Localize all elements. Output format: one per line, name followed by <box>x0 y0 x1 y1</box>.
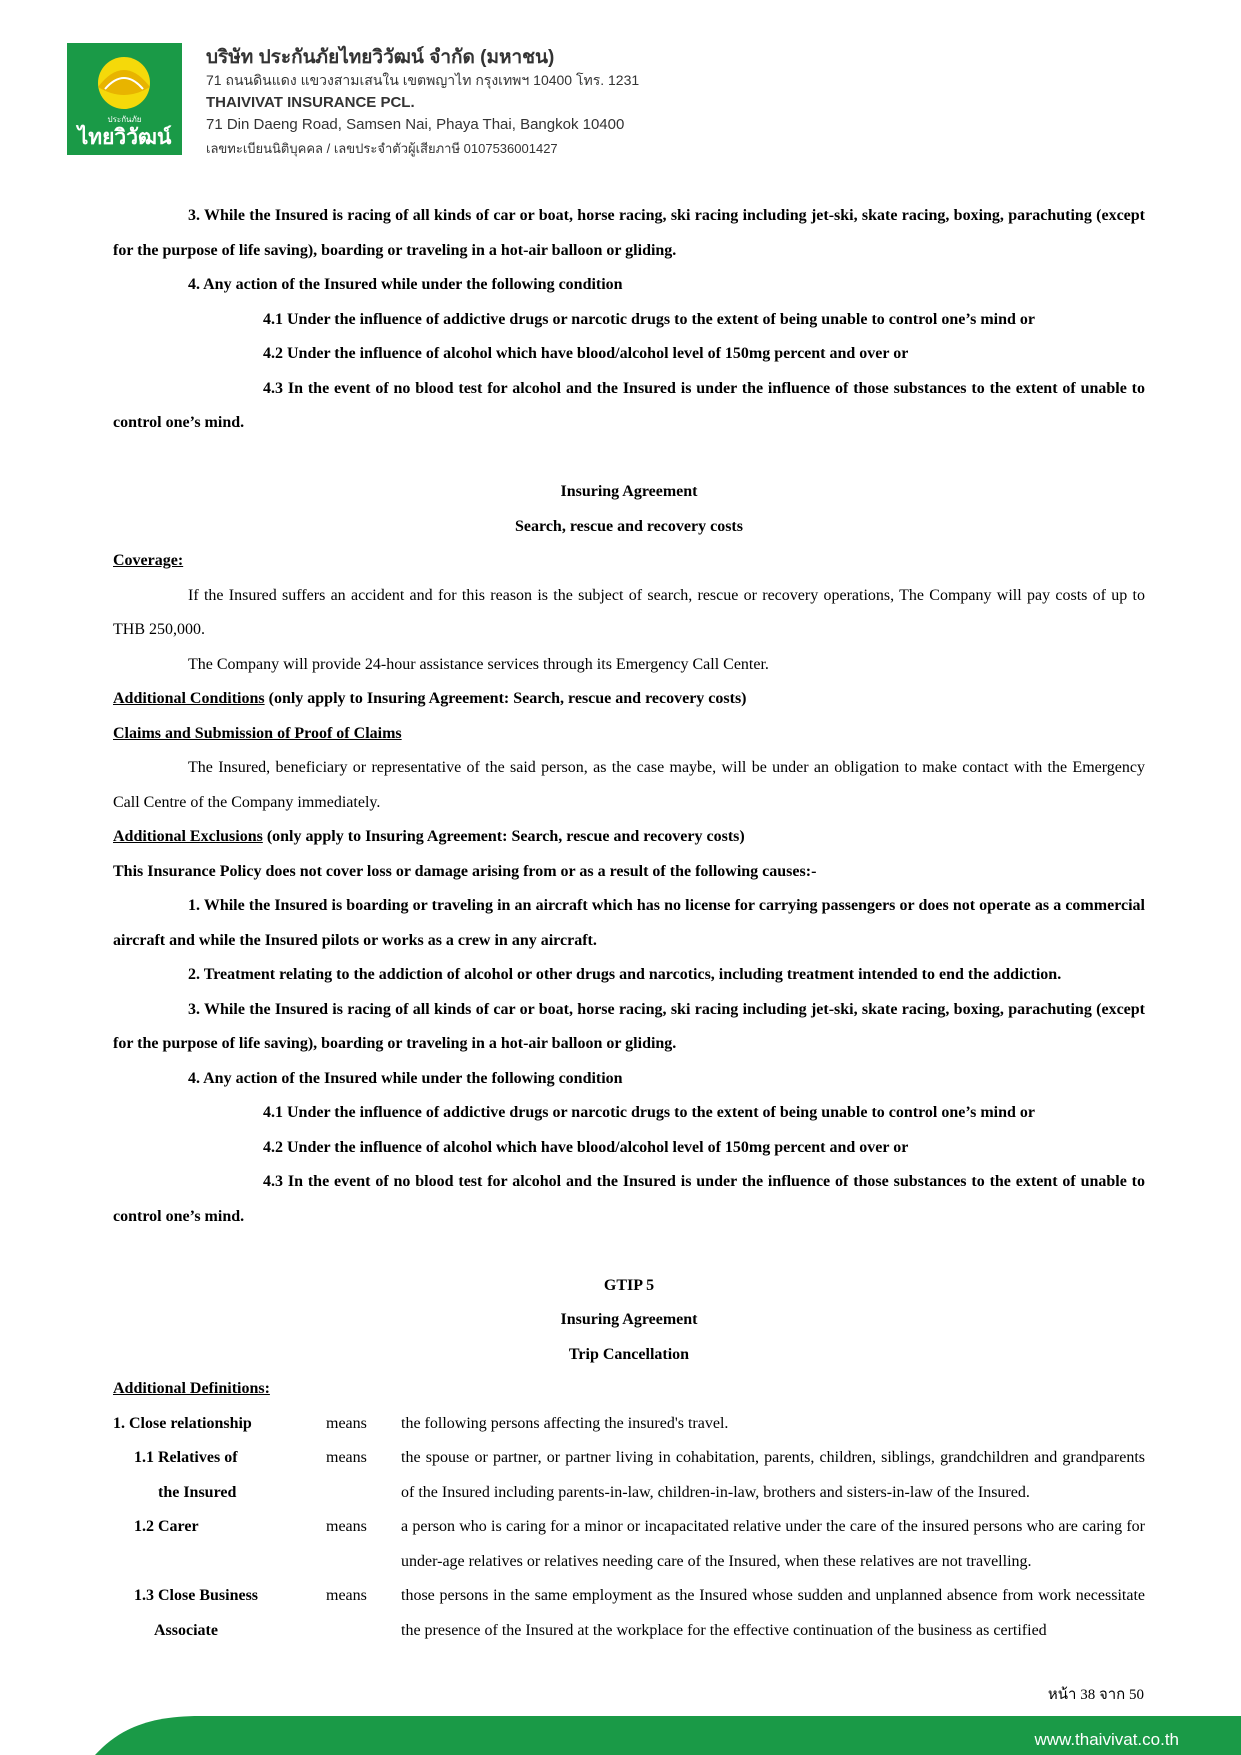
exclusion-4-3: 4.3 In the event of no blood test for alcohol and the Insured is under the influence of those substances to the extent of unable to control one’s mind. <box>113 379 1145 431</box>
company-info <box>206 42 639 159</box>
definition-row <box>113 1407 1145 1442</box>
definition-description: a person who is caring for a minor or incapacitated relative under the care of the insured persons who are caring for under-age relatives or relatives needing care of the Insured, when these relatives are not travelling. <box>401 1518 1145 1570</box>
section-title: Insuring Agreement <box>560 483 698 500</box>
definition-row <box>113 1579 1145 1648</box>
additional-exclusions-note: (only apply to Insuring Agreement: Search, rescue and recovery costs) <box>262 828 745 845</box>
exclusion-1: 1. While the Insured is boarding or traveling in an aircraft which has no license for carrying passengers or does not operate as a commercial aircraft and while the Insured pilots or works as a crew in any aircraft. <box>113 897 1145 949</box>
definition-term <box>113 1441 326 1510</box>
definition-term-line2: Associate <box>154 1621 218 1639</box>
definition-row <box>113 1441 1145 1510</box>
document-body <box>113 199 1145 1648</box>
definition-means: means <box>326 1414 367 1432</box>
exclusion-4-1: 4.1 Under the influence of addictive drugs or narcotic drugs to the extent of being unable to control one’s mind or <box>263 1104 1035 1121</box>
address-th: 71 ถนนดินแดง แขวงสามเสนใน เขตพญาไท กรุงเทพฯ 10400 โทร. 1231 <box>206 72 640 88</box>
coverage-text: If the Insured suffers an accident and for this reason is the subject of search, rescue or recovery operations, The Company will pay costs of up to THB 250,000. <box>113 586 1145 638</box>
coverage-heading: Coverage: <box>113 552 184 569</box>
additional-exclusions-label: Additional Exclusions <box>113 828 263 845</box>
claims-heading: Claims and Submission of Proof of Claims <box>113 724 402 742</box>
letterhead <box>0 0 1241 165</box>
section-subtitle: Search, rescue and recovery costs <box>515 517 743 535</box>
additional-conditions-note: (only apply to Insuring Agreement: Search, rescue and recovery costs) <box>264 690 747 707</box>
exclusion-4: 4. Any action of the Insured while under the following condition <box>188 276 623 293</box>
company-logo <box>67 43 182 155</box>
definition-term: 1.2 Carer <box>134 1518 199 1535</box>
definition-term: 1. Close relationship <box>113 1414 252 1432</box>
section-subtitle: Trip Cancellation <box>568 1345 690 1363</box>
definition-row <box>113 1510 1145 1579</box>
additional-conditions-heading <box>113 682 1145 717</box>
exclusion-4-3: 4.3 In the event of no blood test for alcohol and the Insured is under the influence of those substances to the extent of unable to control one’s mind. <box>113 1173 1145 1225</box>
logo-caption-small: ประกันภัย <box>107 115 142 124</box>
definition-term-line2: the Insured <box>158 1483 237 1501</box>
exclusion-4-2: 4.2 Under the influence of alcohol which have blood/alcohol level of 150mg percent and over or <box>263 345 909 362</box>
page-number: หน้า 38 จาก 50 <box>1047 1687 1144 1703</box>
definition-term <box>113 1579 326 1648</box>
exclusions-intro: This Insurance Policy does not cover loss or damage arising from or as a result of the following causes:- <box>113 862 817 880</box>
exclusion-2: 2. Treatment relating to the addiction of alcohol or other drugs and narcotics, including treatment intended to end the addiction. <box>188 966 1062 983</box>
definition-term-line1: 1.3 Close Business <box>134 1587 259 1604</box>
logo-caption-big: ไทยวิวัฒน์ <box>77 125 172 149</box>
exclusion-4-1: 4.1 Under the influence of addictive drugs or narcotic drugs to the extent of being unable to control one’s mind or <box>263 310 1035 328</box>
policy-code: GTIP 5 <box>603 1276 655 1294</box>
exclusion-3: 3. While the Insured is racing of all kinds of car or boat, horse racing, ski racing including jet-ski, skate racing, boxing, parachuting (except for the purpose of life saving), boarding or traveling in a hot-air balloon or gliding. <box>113 1000 1145 1052</box>
address-en: 71 Din Daeng Road, Samsen Nai, Phaya Thai, Bangkok 10400 <box>206 116 625 133</box>
tax-id: เลขทะเบียนนิติบุคคล / เลขประจำตัวผู้เสียภาษี 0107536001427 <box>206 141 558 156</box>
footer-band <box>0 1700 1241 1755</box>
exclusion-3: 3. While the Insured is racing of all kinds of car or boat, horse racing, ski racing including jet-ski, skate racing, boxing, parachuting (except for the purpose of life saving), boarding or traveling in a hot-air balloon or gliding. <box>113 207 1145 259</box>
definition-means: means <box>326 1518 367 1535</box>
claims-text: The Insured, beneficiary or representative of the said person, as the case maybe, will be under an obligation to make contact with the Emergency Call Centre of the Company immediately. <box>113 759 1145 811</box>
exclusion-4-2: 4.2 Under the influence of alcohol which have blood/alcohol level of 150mg percent and over or <box>263 1138 909 1156</box>
website-link[interactable]: www.thaivivat.co.th <box>1034 1730 1179 1749</box>
definition-means: means <box>326 1449 367 1466</box>
additional-conditions-label: Additional Conditions <box>113 690 265 707</box>
definition-means: means <box>326 1587 367 1604</box>
definition-description: the spouse or partner, or partner living in cohabitation, parents, children, siblings, grandchildren and grandparents of the Insured including parents-in-law, children-in-law, brothers and sisters-in-law of the Insured. <box>401 1449 1145 1501</box>
company-name-en: THAIVIVAT INSURANCE PCL. <box>206 94 415 111</box>
company-name-th: บริษัท ประกันภัยไทยวิวัฒน์ จำกัด (มหาชน) <box>206 47 555 68</box>
assistance-text: The Company will provide 24-hour assistance services through its Emergency Call Center. <box>188 655 769 673</box>
exclusion-4: 4. Any action of the Insured while under the following condition <box>188 1069 623 1087</box>
definition-description: those persons in the same employment as the Insured whose sudden and unplanned absence from work necessitate the presence of the Insured at the workplace for the effective continuation of the business as certified <box>401 1587 1145 1639</box>
additional-exclusions-heading <box>113 820 1145 855</box>
definition-description: the following persons affecting the insured's travel. <box>401 1414 729 1432</box>
section-title: Insuring Agreement <box>560 1311 698 1328</box>
definitions-heading: Additional Definitions: <box>113 1380 270 1397</box>
definition-term-line1: 1.1 Relatives of <box>134 1449 238 1466</box>
